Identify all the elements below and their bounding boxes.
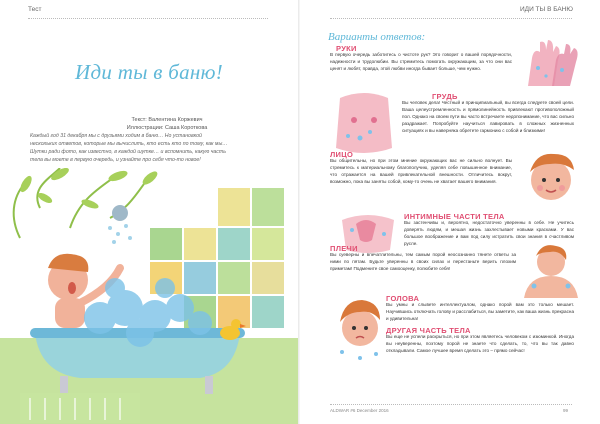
- section-text-head: Вы умны и слывете интеллектуалом, однако порой вам это только мешает. Научившись отключать голову и расслабиться, вы заметите, как ваша жизнь прекрасна и удивительна!: [386, 302, 574, 321]
- right-section-label: ИДИ ТЫ В БАНЮ: [520, 6, 573, 13]
- section-heading-head: ГОЛОВА: [386, 294, 420, 303]
- right-header-rule: [330, 18, 572, 19]
- section-heading-shoulders: ПЛЕЧИ: [330, 244, 358, 253]
- section-heading-chest: ГРУДЬ: [432, 92, 458, 101]
- section-text-intimate: Вы застенчивы и, вероятно, недостаточно уверенны в себе. Не учитесь доверять людям, и мешая жизнь захлестывает новыми красками. У вас большое воображение и вам под силу истратить свои знания в счастливом русле.: [404, 220, 574, 246]
- section-heading-intimate: ИНТИМНЫЕ ЧАСТИ ТЕЛА: [404, 212, 505, 221]
- right-footer-rule: [330, 404, 572, 405]
- bath-illustration: [0, 168, 298, 424]
- credits-text: Текст: Валентина Коржевич: [131, 117, 203, 123]
- left-section-label: Тест: [28, 6, 42, 13]
- hands-icon: [518, 38, 582, 88]
- section-heading-other: ДРУГАЯ ЧАСТЬ ТЕЛА: [386, 326, 471, 335]
- footer-page-number: 99: [563, 408, 569, 413]
- face-icon: [520, 146, 582, 206]
- section-text-shoulders: Вы суеверны и впечатлительны, тем самым порой неосознанно тянете ответы за ними по пятам. Будьте уверенны в своих силах и перестаньте верить плохим приметам! Подмените свое самооценку, полюбите себя!: [330, 252, 516, 271]
- answers-title: Варианты ответов:: [328, 31, 426, 43]
- head-icon: [332, 292, 388, 364]
- credits-illustrations: Иллюстрации: Саша Короткова: [126, 125, 208, 131]
- page-title: Иди ты в баню!: [74, 60, 224, 84]
- section-text-chest: Вы человек дела! Честный и принципиальный, вы всегда следуете своей цели. Ваша целеустремленность и прямолинейность привлекают противоположный пол. Однако на своем пути вы часто встречаете недопонимание, что вас сильно раздражает. Попробуйте научиться лавировать в сложных жизненных ситуациях и вы наверняка обретете гармонию с собой и близкими!: [402, 100, 574, 133]
- section-text-face: Вы общительны, но при этом мнение окружающих вас не сильно волнует. Вы стремитесь к материальному благополучию, уделяя себе повышенное внимание, что отражается на вашей привлекательной внешности. Отличитесь вокруг, возможно, пока вы заняты собой, кому-то очень не хватает вашего внимания.: [330, 158, 512, 184]
- footer-magazine: ALDWAR #6 December 2016: [330, 408, 389, 413]
- left-page: [0, 0, 298, 424]
- section-text-hands: В первую очередь заботитесь о чистоте рук? Это говорит о вашей порядочности, надежности и трудолюбии. Вы стремитесь помогать окружающим, за что они вас ценят и любят, правда, этой любви иногда бывает больше, чем нужно.: [330, 52, 512, 71]
- credits: [112, 116, 222, 132]
- section-heading-hands: РУКИ: [336, 44, 357, 53]
- section-heading-face: ЛИЦО: [330, 150, 354, 159]
- intro-paragraph: Каждый год 31 декабря мы с друзьями ходим в баню… Но установкой нескольких ответов, которые мы вычислить, кто есть кто по тому, как мы… Шутки ради фото, как известно, в каждой шутке… и вспомнить, какую часть тела вы моете в первую очередь, и узнайте про себя что-то новое!: [30, 133, 228, 163]
- shoulders-icon: [520, 240, 582, 300]
- left-header-rule: [28, 18, 268, 19]
- section-text-other: Вы еще не успели раскрыться, но при этом являетесь человеком с изюминкой. Иногда вы неуверенны, поэтому порой не знаете что сделать, то, что вы так давно откладывали. Самое лучшее время сделать это – прямо сейчас!: [386, 334, 574, 353]
